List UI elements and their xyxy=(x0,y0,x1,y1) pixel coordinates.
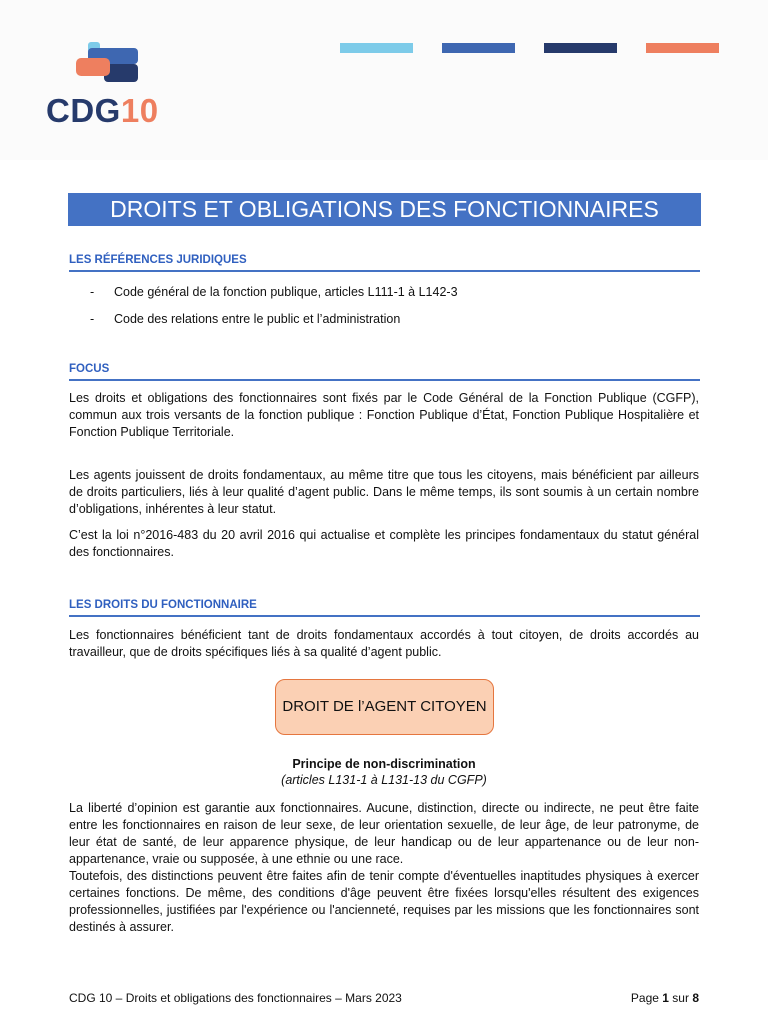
list-item: - Code des relations entre le public et l’administration xyxy=(90,311,690,338)
principle-reference: (articles L131-1 à L131-13 du CGFP) xyxy=(281,773,487,787)
principle-title: Principe de non-discrimination xyxy=(292,757,476,771)
list-item: - Code général de la fonction publique, articles L111-1 à L142-3 xyxy=(90,284,690,311)
section-heading-focus: FOCUS xyxy=(69,361,700,381)
focus-paragraph: C’est la loi n°2016-483 du 20 avril 2016 qui actualise et complète les principes fondamentaux du statut général des fonctionnaires. xyxy=(69,528,699,559)
color-bar-light-blue xyxy=(340,43,413,53)
logo-mark-icon xyxy=(74,42,144,90)
focus-paragraph: Les agents jouissent de droits fondamentaux, au même titre que tous les citoyens, mais bénéficient par ailleurs de droits particuliers, liés à leur qualité d’agent public. Dans le même temps, ils sont soumis à un certain nombre d’obligations, inhérentes à leur statut. xyxy=(69,468,699,516)
focus-paragraph: Les droits et obligations des fonctionnaires sont fixés par le Code Général de la Fonction Publique (CGFP), commun aux trois versants de la fonction publique : Fonction Publique d’État, Fonction Publique Hospitalière et Fonction Publique Territoriale. xyxy=(69,391,699,439)
rights-paragraph: La liberté d’opinion est garantie aux fonctionnaires. Aucune, distinction, directe ou indirecte, ne peut être faite entre les fonctionnaires en raison de leur sexe, de leur orientation sexuelle, de leur âge, de leur patronyme, de leur état de santé, de leur apparence physique, de leur handicap ou de leur appartenance ou de leur non-appartenance, vraie ou supposée, à une ethnie ou une race. xyxy=(69,801,699,866)
color-bar-blue xyxy=(442,43,515,53)
reference-text: Code des relations entre le public et l’administration xyxy=(114,312,401,326)
logo-text-10: 10 xyxy=(120,92,159,129)
logo-text-cdg: CDG xyxy=(46,92,121,129)
section-heading-references: LES RÉFÉRENCES JURIDIQUES xyxy=(69,252,700,272)
logo-text xyxy=(46,92,159,130)
footer-text: CDG 10 – Droits et obligations des fonctionnaires – Mars 2023 xyxy=(69,991,402,1005)
document-title: DROITS ET OBLIGATIONS DES FONCTIONNAIRES xyxy=(68,193,701,226)
color-bar-orange xyxy=(646,43,719,53)
references-list xyxy=(90,284,690,338)
cdg10-logo xyxy=(46,40,176,130)
rights-paragraph: Toutefois, des distinctions peuvent être faites afin de tenir compte d'éventuelles inaptitudes physiques à exercer certaines fonctions. De même, des conditions d'âge peuvent être fixées lorsqu'elles résultent des exigences professionnelles, justifiées par l'expérience ou l'ancienneté, requises par les missions que les fonctionnaires sont destinés à assurer. xyxy=(69,869,699,934)
rights-intro: Les fonctionnaires bénéficient tant de droits fondamentaux accordés à tout citoyen, de droits accordés au travailleur, que de droits spécifiques liés à sa qualité d’agent public. xyxy=(69,628,699,659)
reference-text: Code général de la fonction publique, articles L111-1 à L142-3 xyxy=(114,285,458,299)
page-number: Page 1 sur 8 xyxy=(630,991,699,1005)
section-heading-rights: LES DROITS DU FONCTIONNAIRE xyxy=(69,597,700,617)
color-bar-navy xyxy=(544,43,617,53)
agent-citizen-box: DROIT DE l’AGENT CITOYEN xyxy=(275,679,494,735)
